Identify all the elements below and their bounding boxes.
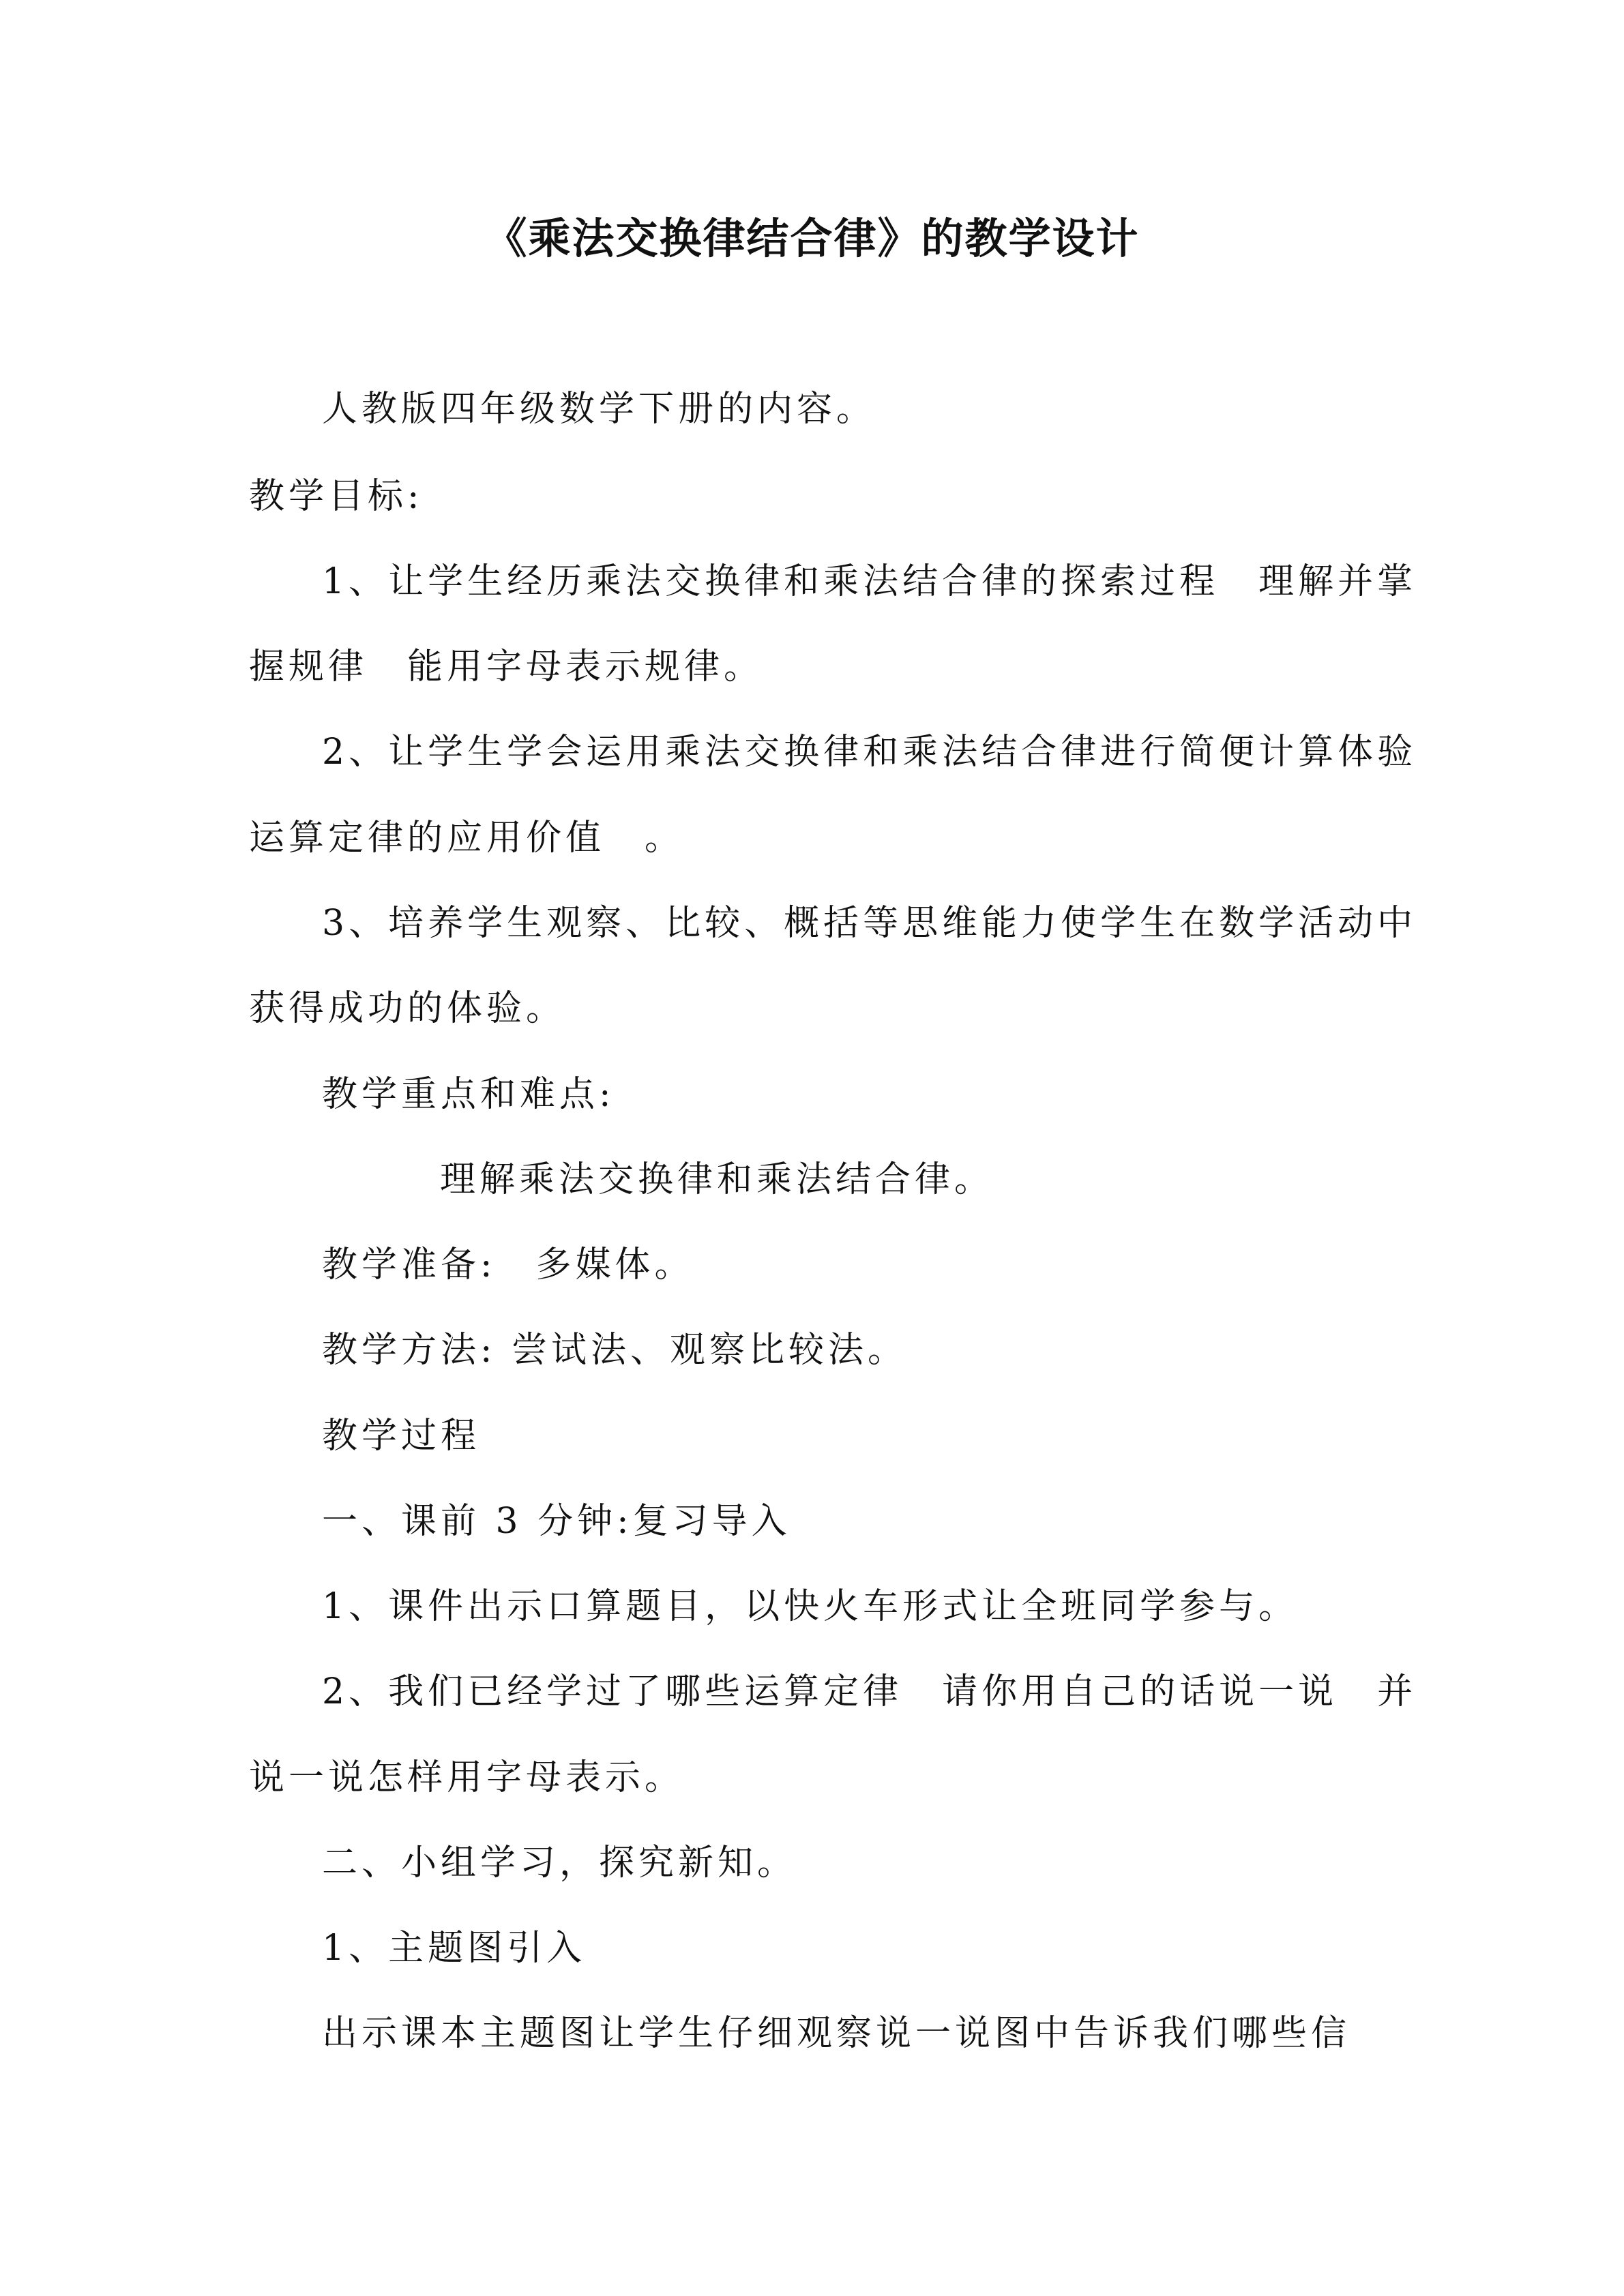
document-title: 《乘法交换律结合律》的教学设计 <box>484 213 1140 263</box>
paragraph-line: 人教版四年级数学下册的内容。 <box>322 389 876 430</box>
paragraph-line: 获得成功的体验。 <box>249 988 566 1029</box>
paragraph-line: 2、我们已经学过了哪些运算定律 请你用自己的话说一说 并 <box>322 1671 1417 1712</box>
paragraph-line: 说一说怎样用字母表示。 <box>249 1757 685 1798</box>
paragraph-line: 2、让学生学会运用乘法交换律和乘法结合律进行简便计算体验 <box>322 732 1417 773</box>
paragraph-line: 运算定律的应用价值 。 <box>249 818 685 859</box>
paragraph-line: 1、主题图引入 <box>322 1928 587 1969</box>
paragraph-line: 二、小组学习，探究新知。 <box>322 1843 797 1883</box>
paragraph-line: 理解乘法交换律和乘法结合律。 <box>440 1159 994 1200</box>
paragraph-line: 一、课前 3 分钟:复习导入 <box>322 1501 791 1542</box>
paragraph-line: 握规律 能用字母表示规律。 <box>249 646 764 687</box>
paragraph-line: 教学目标: <box>249 476 424 517</box>
paragraph-line: 1、让学生经历乘法交换律和乘法结合律的探索过程 理解并掌 <box>322 561 1417 602</box>
paragraph-line: 教学准备: 多媒体。 <box>322 1244 694 1285</box>
paragraph-line: 1、课件出示口算题目，以快火车形式让全班同学参与。 <box>322 1586 1299 1627</box>
paragraph-line: 教学重点和难点: <box>322 1074 615 1115</box>
paragraph-line: 3、培养学生观察、比较、概括等思维能力使学生在数学活动中 <box>322 903 1417 944</box>
paragraph-line: 教学方法: 尝试法、观察比较法。 <box>322 1330 908 1371</box>
paragraph-line: 出示课本主题图让学生仔细观察说一说图中告诉我们哪些信 <box>322 2013 1351 2054</box>
paragraph-line: 教学过程 <box>322 1416 481 1457</box>
